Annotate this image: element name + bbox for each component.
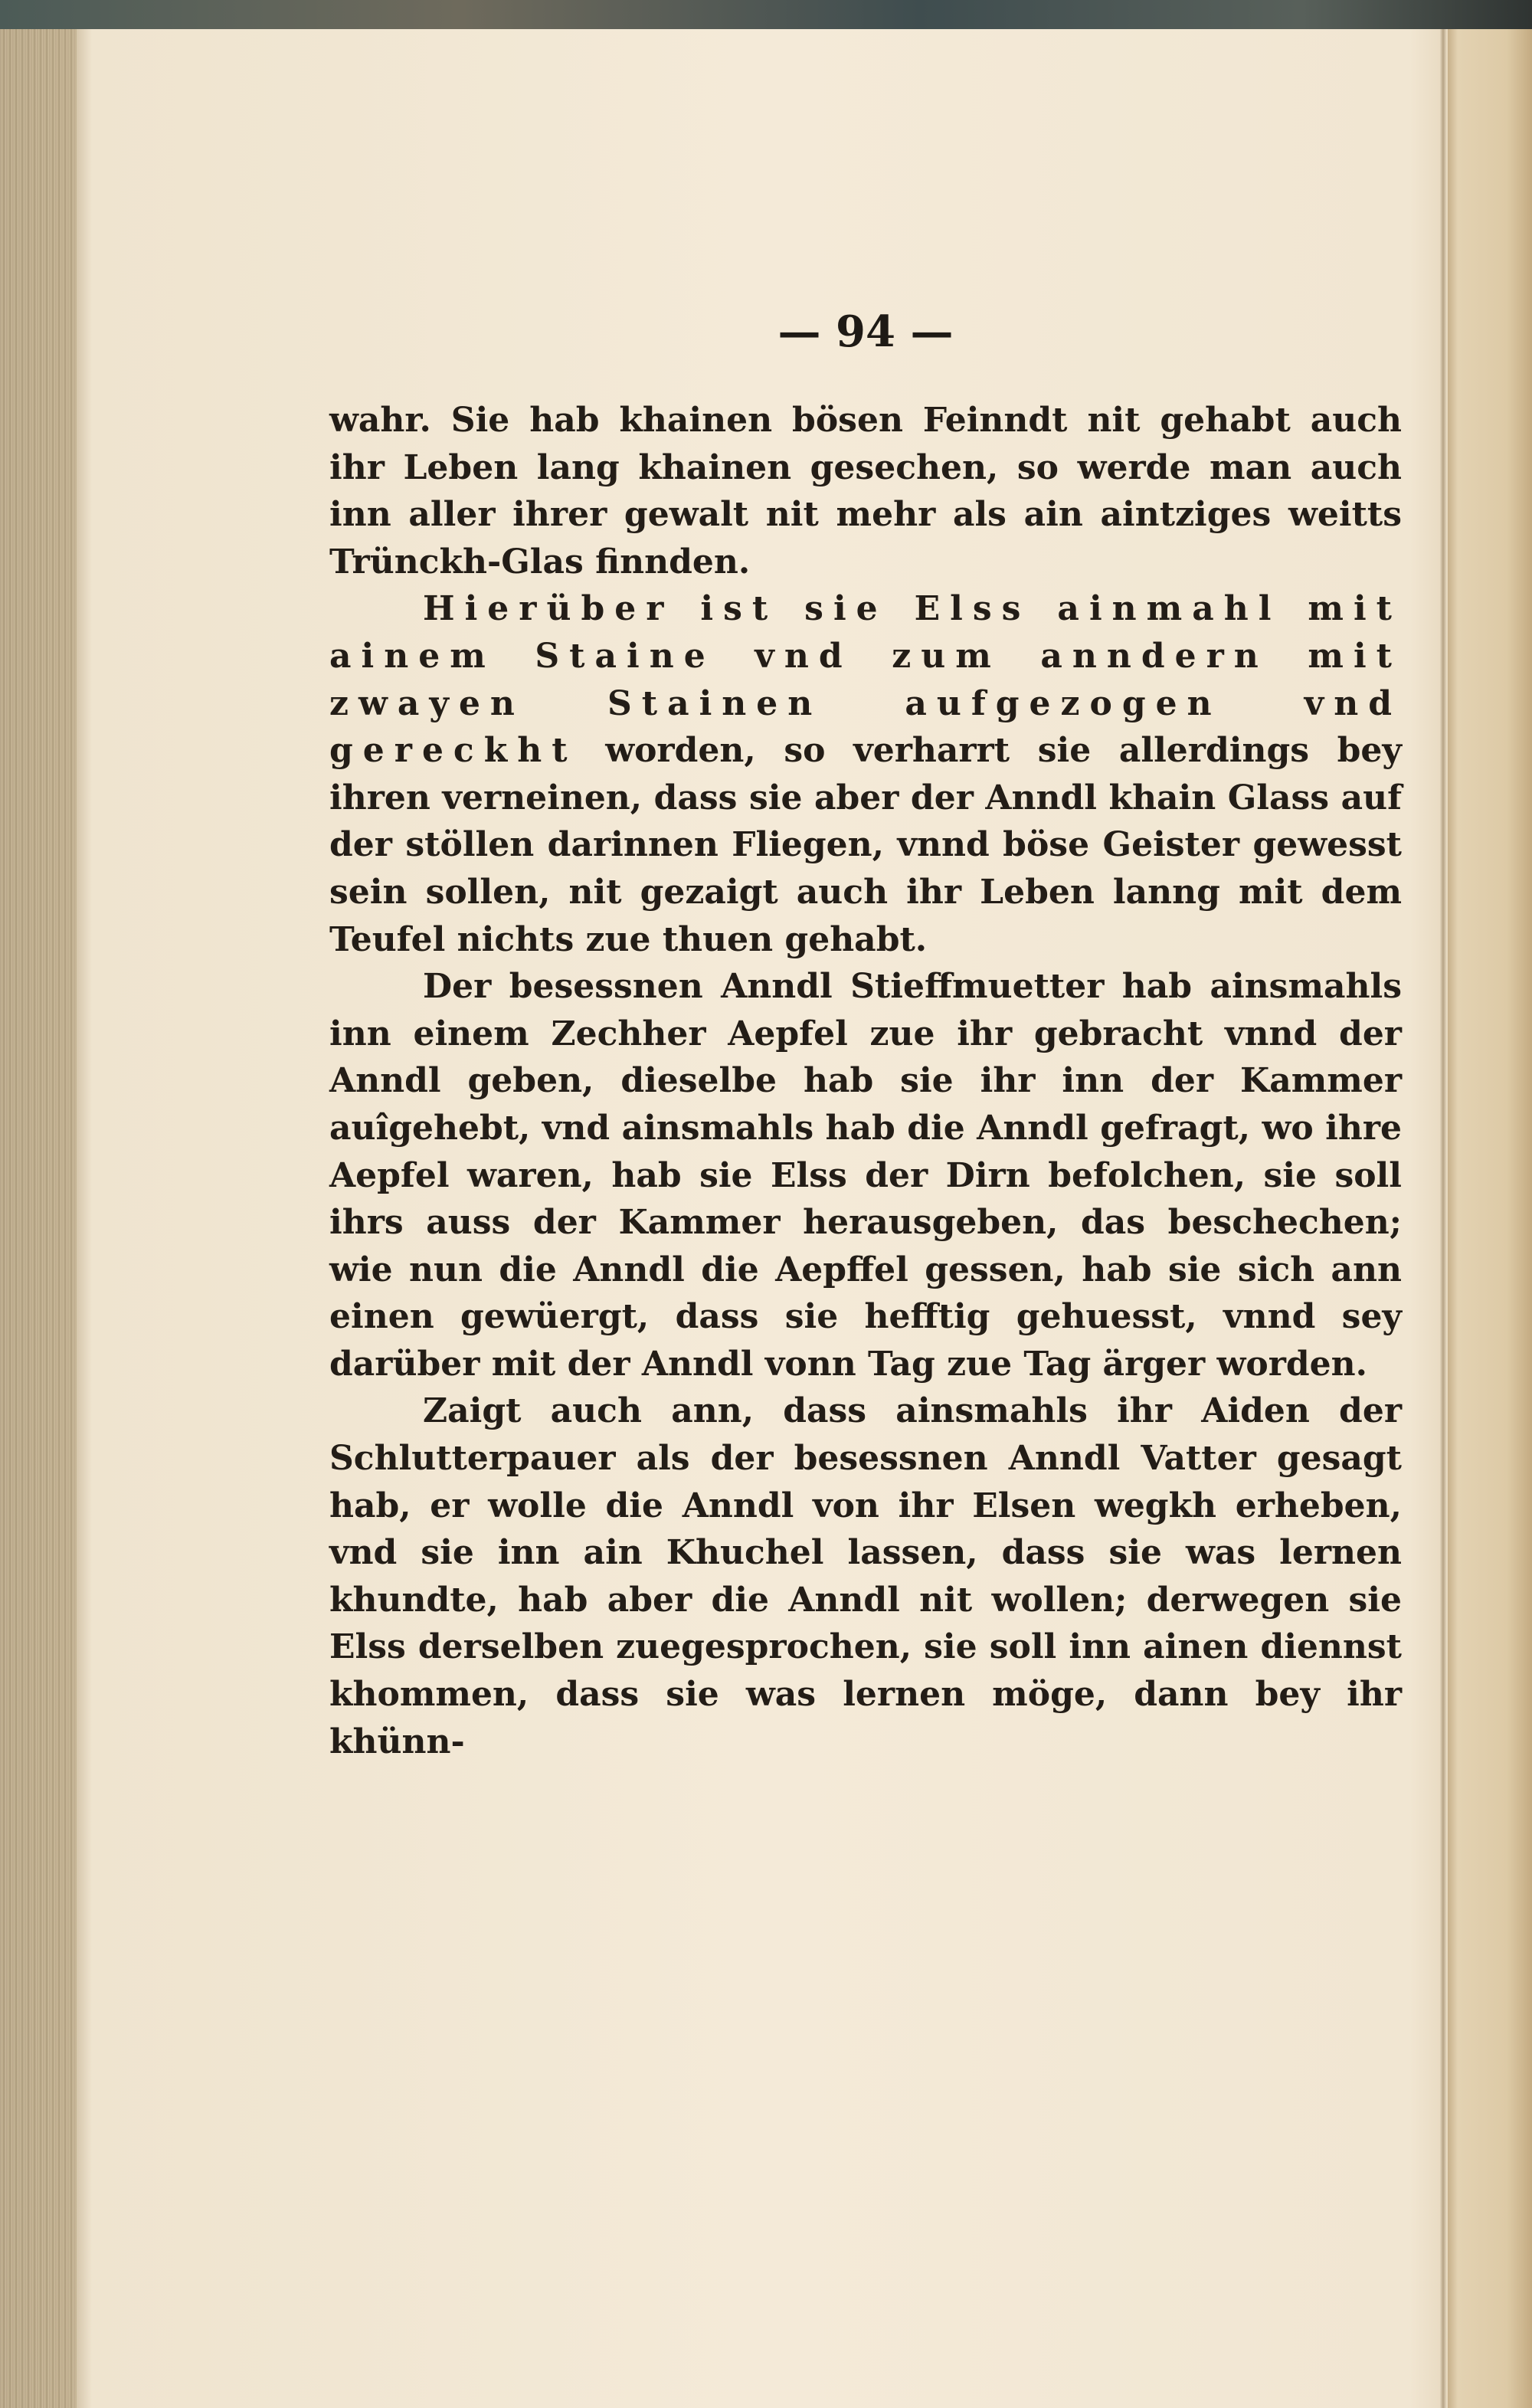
page-number: — 94 — — [777, 306, 954, 357]
gutter-shadow — [1440, 29, 1446, 2408]
paragraph-text: Zaigt auch ann, dass ainsmahls ihr Aiden der Schlutterpauer als der besessnen Anndl Vatter gesagt hab, er wolle die Anndl von ihr Elsen wegkh erheben, vnd sie inn ain Khuchel lassen, dass sie was lernen khundte, hab aber die Anndl nit wollen; derwegen sie Elss derselben zuegesprochen, sie soll inn ainen diennst khommen, dass sie was lernen möge, dann bey ihr khünn- — [329, 1391, 1402, 1761]
paragraph-text: Der besessnen Anndl Stieffmuetter hab ainsmahls inn einem Zechher Aepfel zue ihr gebracht vnnd der Anndl geben, dieselbe hab sie ihr inn der Kammer auîgehebt, vnd ainsmahls hab die Anndl gefragt, wo ihre Aepfel waren, hab sie Elss der Dirn befolchen, sie soll ihrs auss der Kammer herausgeben, das beschechen; wie nun die Anndl die Aepffel gessen, hab sie sich ann einen gewüergt, dass sie hefftig gehuesst, vnnd sey darüber mit der Anndl vonn Tag zue Tag ärger worden. — [329, 967, 1402, 1384]
paragraph — [329, 1387, 1402, 1765]
body-text — [329, 397, 1402, 1765]
paragraph-text: wahr. Sie hab khainen bösen Feinndt nit gehabt auch ihr Leben lang khainen gesechen, so werde man auch inn aller ihrer gewalt nit mehr als ain aintziges weitts Trünckh-Glas finnden. — [329, 401, 1402, 582]
spaced-text: Hierüber ist sie Elss ainmahl mit ainem Staine vnd zum anndern mit zwayen Stainen aufgezogen vnd gereckht — [329, 589, 1402, 771]
page — [77, 29, 1440, 2408]
paragraph — [329, 963, 1402, 1387]
page-stack-edge — [0, 29, 77, 2408]
paragraph-text: worden, so verharrt sie allerdings bey ihren verneinen, dass sie aber der Anndl khain Glass auf der stöllen darinnen Fliegen, vnnd böse Geister gewesst sein sollen, nit gezaigt auch ihr Leben lanng mit dem Teufel nichts zue thuen gehabt. — [329, 731, 1402, 959]
paragraph — [329, 397, 1402, 585]
book-cover-edge — [0, 0, 1532, 29]
paragraph — [329, 585, 1402, 963]
facing-page-edge — [1448, 29, 1532, 2408]
